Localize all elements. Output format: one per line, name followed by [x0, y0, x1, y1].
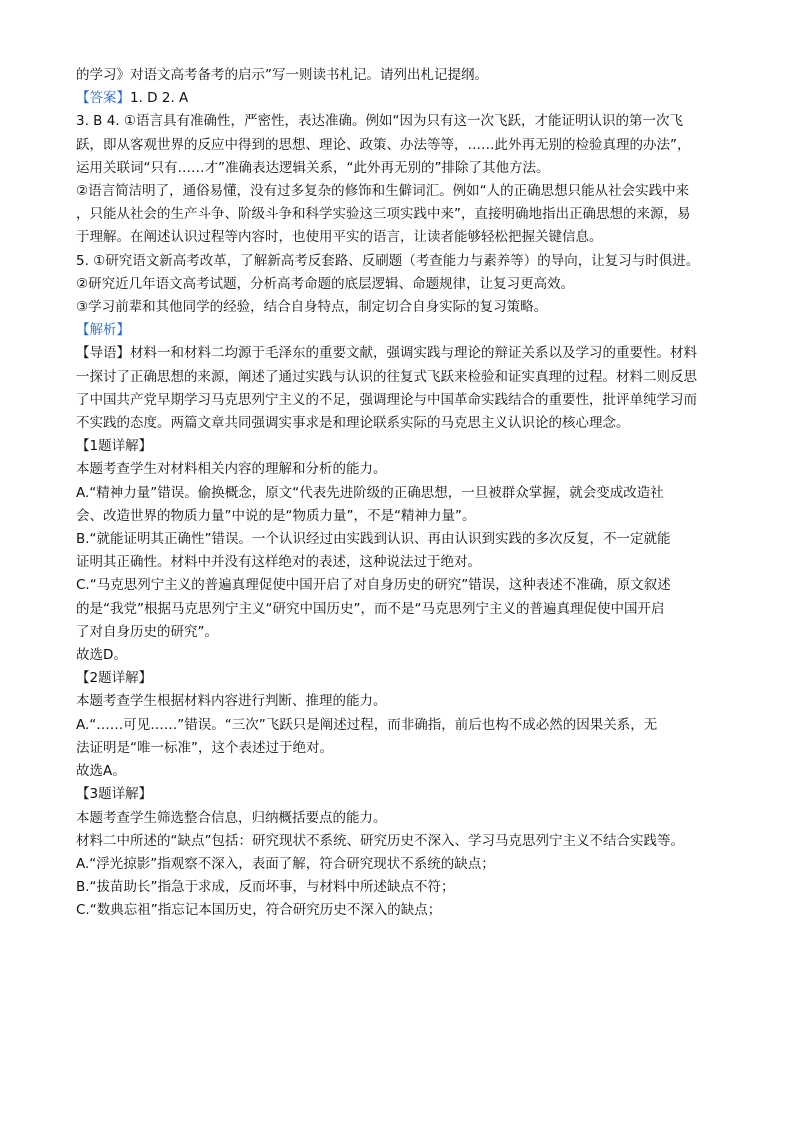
text-line: 了中国共产党早期学习马克思列宁主义的不足，强调理论与中国革命实践结合的重要性，批评单纯学习而: [76, 391, 697, 408]
text-line: 证明其正确性。材料中并没有这样绝对的表述，这种说法过于绝对。: [76, 554, 481, 571]
text-line: A.“浮光掠影”指观察不深入，表面了解，符合研究现状不系统的缺点；: [76, 855, 495, 872]
text-line: 不实践的态度。两篇文章共同强调实事求是和理论联系实际的马克思主义认识论的核心理念。: [76, 415, 630, 432]
text-line: C.“数典忘祖”指忘记本国历史，符合研究历史不深入的缺点；: [76, 902, 442, 919]
text-line: 运用关联词“只有……才”准确表达逻辑关系，“此外再无别的”排除了其他方法。: [76, 159, 550, 176]
text-line: 5. ①研究语文新高考改革，了解新高考反套路、反刷题（考查能力与素养等）的导向，让复习与时俱进。: [76, 252, 700, 269]
text-line: ②研究近几年语文高考试题，分析高考命题的底层逻辑、命题规律，让复习更高效。: [76, 275, 575, 292]
text-line: ②语言简洁明了，通俗易懂，没有过多复杂的修饰和生僻词汇。例如“人的正确思想只能从社会实践中来: [76, 183, 690, 200]
section-heading: 【1题详解】: [76, 438, 153, 455]
text-line: 3. B 4. ①语言具有准确性，严密性，表达准确。例如“因为只有这一次飞跃，才能证明认识的第一次飞: [76, 113, 683, 130]
text-line: 故选D。: [76, 647, 127, 664]
text-line: 本题考查学生根据材料内容进行判断、推理的能力。: [76, 693, 387, 710]
section-heading: 【3题详解】: [76, 786, 153, 803]
text-line: 材料二中所述的“缺点”包括：研究现状不系统、研究历史不深入、学习马克思列宁主义不结合实践等。: [76, 832, 684, 849]
text-line: 的是“我党”根据马克思列宁主义“研究中国历史”，而不是“马克思列宁主义的普遍真理促使中国开启: [76, 600, 665, 617]
text-line: B.“就能证明其正确性”错误。一个认识经过由实践到认识、再由认识到实践的多次反复，不一定就能: [76, 531, 671, 548]
answer-line: 【答案】1. D 2. A: [76, 90, 189, 107]
text-line: 会、改造世界的物质力量”中说的是“物质力量”，不是“精神力量”。: [76, 507, 476, 524]
text-line: 本题考查学生对材料相关内容的理解和分析的能力。: [76, 461, 387, 478]
text-line: A.“精神力量”错误。偷换概念，原文“代表先进阶级的正确思想，一旦被群众掌握，就会变成改造社: [76, 484, 664, 501]
text-line: B.“拔苗助长”指急于求成，反而坏事，与材料中所述缺点不符；: [76, 879, 455, 896]
document-body: [76, 64, 724, 923]
text-line: A.“……可见……”错误。“三次”飞跃只是阐述过程，而非确指，前后也构不成必然的因果关系，无: [76, 716, 658, 733]
text-line: ，只能从社会的生产斗争、阶级斗争和科学实验这三项实践中来”，直接明确地指出正确思想的来源，易: [76, 206, 691, 223]
text-line: 了对自身历史的研究”。: [76, 623, 218, 640]
text-line: ③学习前辈和其他同学的经验，结合自身特点，制定切合自身实际的复习策略。: [76, 299, 548, 316]
section-heading: 【2题详解】: [76, 670, 153, 687]
text-line: 跃，即从客观世界的反应中得到的思想、理论、政策、办法等等，……此外再无别的检验真理的办法”，: [76, 136, 691, 153]
text-line: 的学习》对语文高考备考的启示”写一则读书札记。请列出札记提纲。: [76, 67, 488, 83]
text-line: 本题考查学生筛选整合信息，归纳概括要点的能力。: [76, 809, 387, 826]
text-line: 法证明是“唯一标准”，这个表述过于绝对。: [76, 739, 333, 756]
text-line: 故选A。: [76, 763, 126, 780]
analysis-label: 【解析】: [76, 322, 130, 339]
text-line: 于理解。在阐述认识过程等内容时，也使用平实的语言，让读者能够轻松把握关键信息。: [76, 229, 603, 246]
analysis-line: [76, 319, 724, 342]
answer-label: 【答案】: [76, 90, 130, 107]
text-line: 【导语】材料一和材料二均源于毛泽东的重要文献，强调实践与理论的辩证关系以及学习的重要性。材料: [76, 345, 697, 362]
text-line: 一探讨了正确思想的来源，阐述了通过实践与认识的往复式飞跃来检验和证实真理的过程。材料二则反思: [76, 368, 697, 385]
text-line: C.“马克思列宁主义的普遍真理促使中国开启了对自身历史的研究”错误，这种表述不准确，原文叙述: [76, 577, 671, 594]
